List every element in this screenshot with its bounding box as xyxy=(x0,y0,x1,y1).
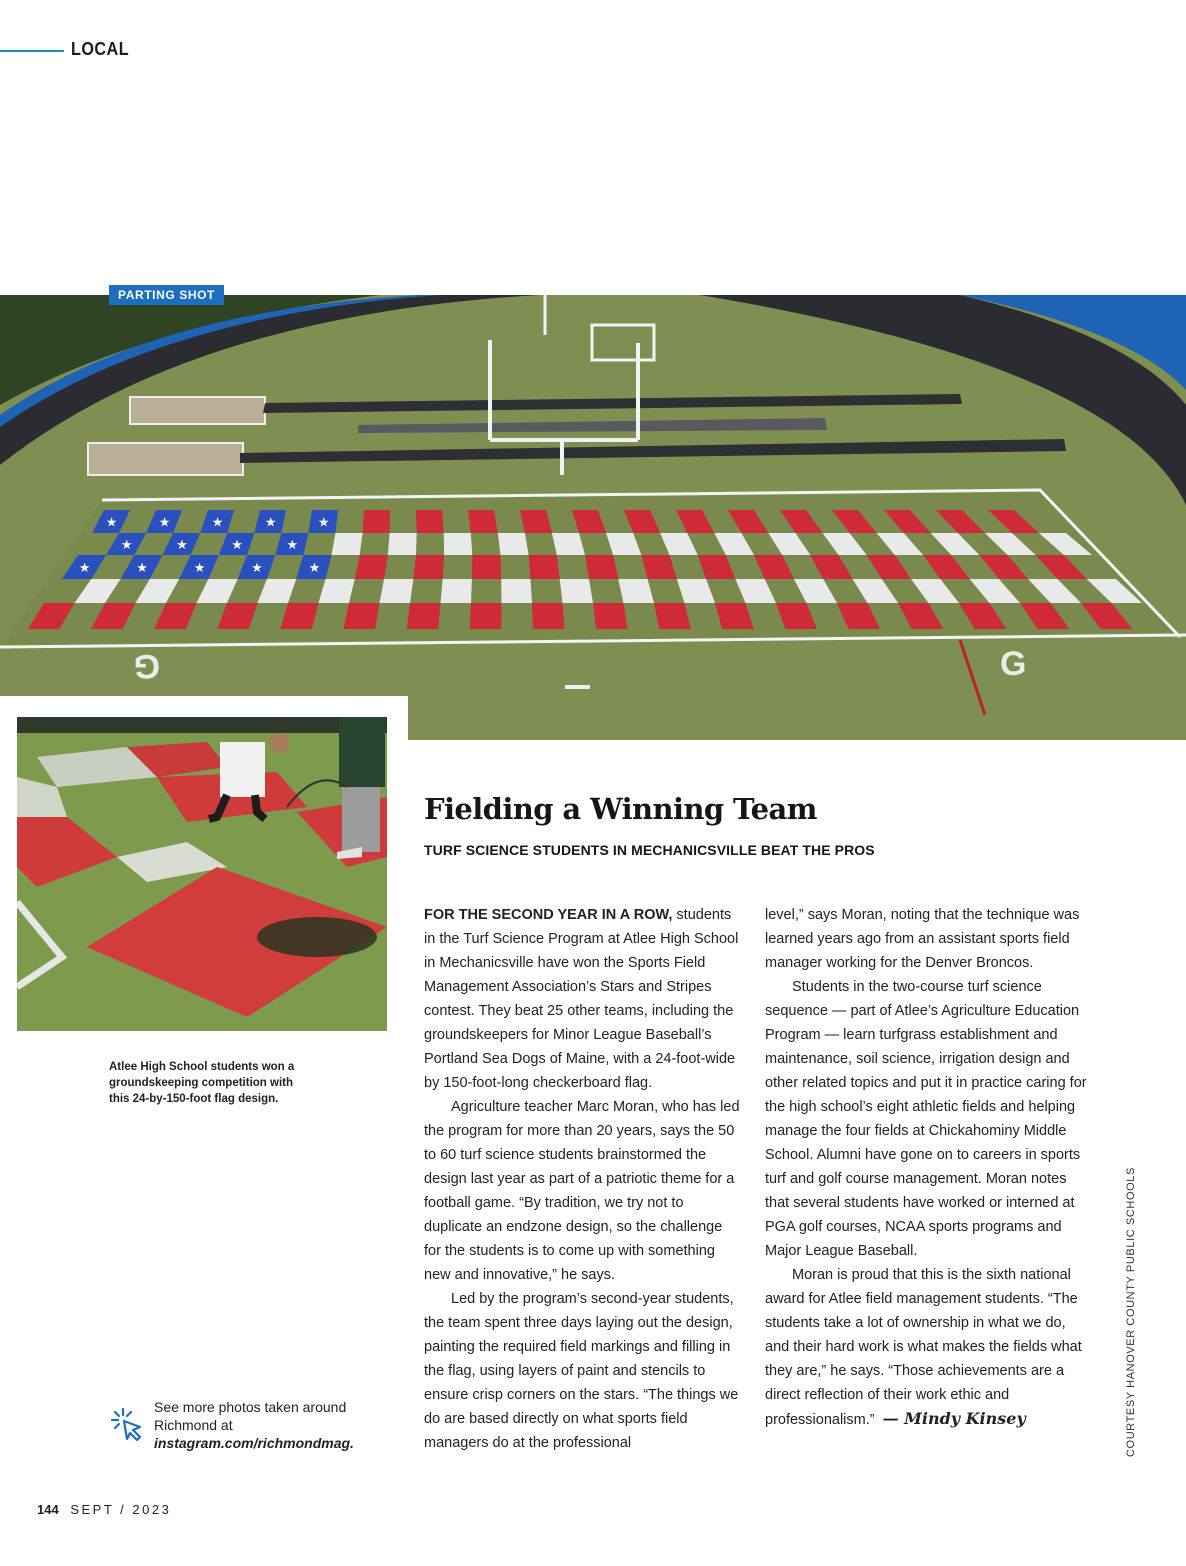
long-jump-pit xyxy=(88,443,243,475)
hero-photo xyxy=(0,295,1186,740)
lead-in: FOR THE SECOND YEAR IN A ROW, xyxy=(424,907,673,923)
star-icon: ★ xyxy=(308,560,321,575)
flag-stripe-cell xyxy=(413,555,444,579)
star-icon: ★ xyxy=(120,537,133,552)
flag-stripe-cell xyxy=(470,603,502,629)
long-jump-pit xyxy=(130,397,265,424)
flag-stripe-cell xyxy=(472,555,501,579)
article-column-2 xyxy=(765,903,1087,1432)
section-rule xyxy=(0,50,64,52)
flag-stripe-cell xyxy=(501,579,532,603)
flag-stripe-cell xyxy=(344,603,380,629)
photo-caption: Atlee High School students won a groundskeeping competition with this 24-by-150-foot flag design. xyxy=(109,1061,295,1105)
section-label: LOCAL xyxy=(71,39,130,59)
star-icon: ★ xyxy=(286,537,299,552)
flag-stripe-cell xyxy=(380,579,414,603)
star-icon: ★ xyxy=(176,537,188,552)
promo-text: See more photos taken around Richmond at xyxy=(154,1399,347,1433)
paragraph-text: students in the Turf Science Program at Atlee High School in Mechanicsville have won the Sports Field Management Association’s Stars and Stripes contest. They beat 25 other teams, including the groundskeepers for Minor League Baseball’s Portland Sea Dogs of Maine, with a 24-foot-wide by 150-foot-long checkerboard flag. xyxy=(424,907,739,1091)
cursor-click-icon xyxy=(110,1407,144,1441)
page-number: 144 xyxy=(37,1502,59,1517)
paragraph xyxy=(765,1263,1087,1432)
instagram-link[interactable]: instagram.com/richmondmag. xyxy=(154,1435,354,1451)
flag-stripe-cell xyxy=(654,603,691,629)
flag-stripe-cell xyxy=(560,579,593,603)
paragraph: Agriculture teacher Marc Moran, who has led the program for more than 20 years, says the 50 to 60 turf science students brainstormed the design last year as part of a patriotic theme for a football game. “By tradition, we try not to duplicate an endzone design, so the challenge for the students is to come up with something new and innovative,” he says. xyxy=(424,1099,740,1283)
flag-stripe-cell xyxy=(444,533,473,555)
inset-photo xyxy=(17,717,387,1031)
paragraph xyxy=(424,903,742,1095)
star-icon: ★ xyxy=(158,514,171,530)
paragraph-text: Moran is proud that this is the sixth national award for Atlee field management students. “The students take a lot of ownership in what we do, and their hard work is what makes the fields what they are,” he says. “Those achievements are a direct reflection of their work ethic and professionalism.” xyxy=(765,1267,1082,1428)
flag-stripe-cell xyxy=(468,510,498,533)
flag-stripe-cell xyxy=(585,555,618,579)
page-folio xyxy=(37,1502,171,1517)
paragraph: Led by the program’s second-year students, the team spent three days laying out the design, painting the required field markings and filling in the flag, using layers of paint and stencils to ensure crisp corners on the stars. “The things we do are based directly on what sports field managers do at the professional xyxy=(424,1291,739,1451)
star-icon: ★ xyxy=(78,560,91,575)
star-icon: ★ xyxy=(251,560,263,575)
parting-shot-badge: PARTING SHOT xyxy=(109,285,224,305)
flag-stripe-cell xyxy=(532,603,564,629)
star-icon: ★ xyxy=(317,514,330,530)
yard-marker-right: G xyxy=(1000,645,1027,683)
article-title: Fielding a Winning Team xyxy=(424,792,817,826)
star-icon: ★ xyxy=(136,560,148,575)
yard-marker-left: G xyxy=(133,647,160,685)
star-icon: ★ xyxy=(105,514,118,530)
flag-stripe-cell xyxy=(593,603,628,629)
flag-stripe-cell xyxy=(332,533,363,555)
star-icon: ★ xyxy=(211,514,224,530)
star-icon: ★ xyxy=(231,537,243,552)
instagram-promo xyxy=(154,1398,384,1452)
photo-credit: COURTESY HANOVER COUNTY PUBLIC SCHOOLS xyxy=(1125,1167,1137,1457)
byline: — Mindy Kinsey xyxy=(882,1409,1026,1428)
flag-stripe-cell xyxy=(388,533,417,555)
flag-stripe-cell xyxy=(363,510,390,533)
flag-stripe-cell xyxy=(416,510,444,533)
star-icon: ★ xyxy=(193,560,206,575)
student-figure xyxy=(220,742,265,797)
paragraph: Students in the two-course turf science sequence — part of Atlee’s Agriculture Education Program — learn turfgrass establishment and maintenance, soil science, irrigation design and other related topics and put it in practice caring for the high school’s eight athletic fields and helping manage the four fields at Chickahominy Middle School. Alumni have gone on to careers in sports turf and golf course management. Moran notes that several students have worked or interned at PGA golf courses, NCAA sports programs and Major League Baseball. xyxy=(765,979,1087,1259)
flag-stripe-cell xyxy=(498,533,529,555)
flag-stripe-cell xyxy=(441,579,472,603)
issue-date: SEPT / 2023 xyxy=(70,1502,172,1517)
paragraph: level,” says Moran, noting that the technique was learned years ago from an assistant sports field manager working for the Denver Broncos. xyxy=(765,907,1080,971)
star-icon: ★ xyxy=(264,514,277,530)
article-column-1 xyxy=(424,903,742,1455)
article-dek: TURF SCIENCE STUDENTS IN MECHANICSVILLE BEAT THE PROS xyxy=(424,842,875,858)
flag-stripe-cell xyxy=(355,555,388,579)
flag-stripe-cell xyxy=(407,603,441,629)
flag-stripe-cell xyxy=(529,555,560,579)
